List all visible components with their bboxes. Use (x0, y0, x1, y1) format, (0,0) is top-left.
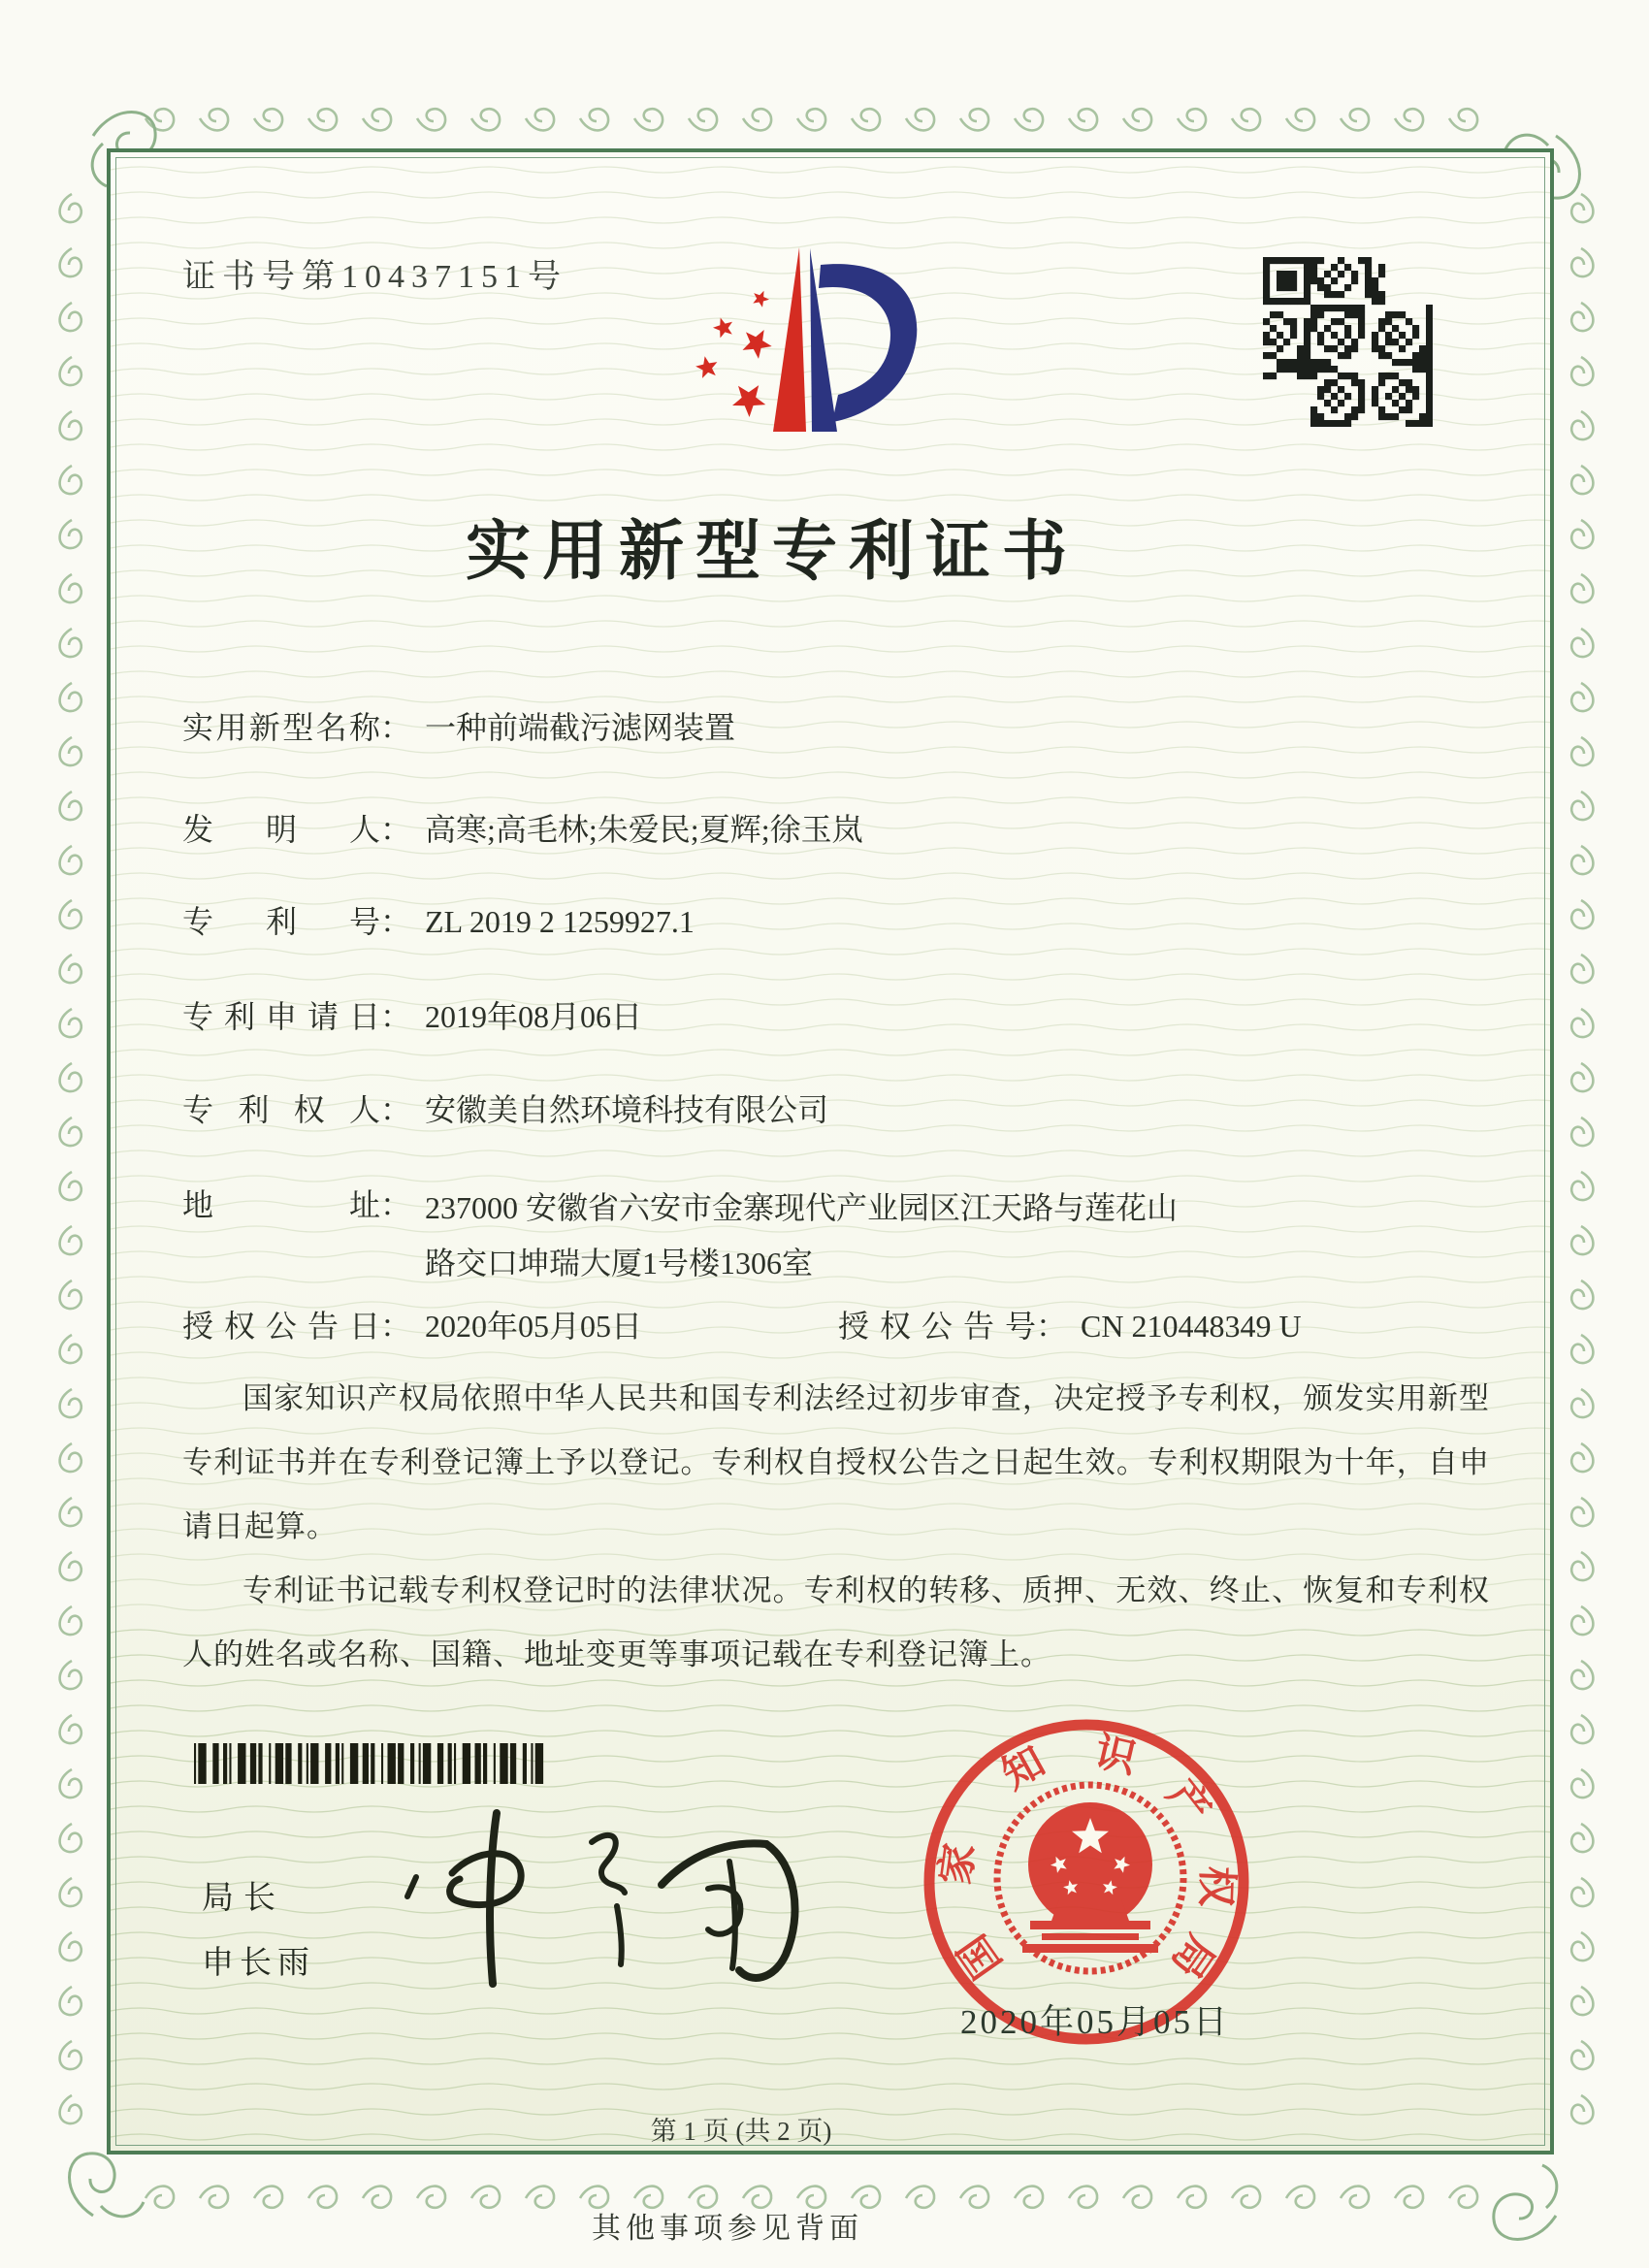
page-number: 第 1 页 (共 2 页) (650, 2117, 832, 2146)
field-value: 安徽美自然环境科技有限公司 (425, 1092, 829, 1127)
field-value: 一种前端截污滤网装置 (425, 710, 736, 745)
field-grant-date: 授权公告日： 2020年05月05日 授权公告号： CN 210448349 U (182, 1302, 642, 1346)
field-value: 高寒;高毛林;朱爱民;夏辉;徐玉岚 (425, 812, 863, 847)
field-label: 发明人 (182, 812, 380, 847)
field-label: 专利号 (182, 904, 380, 939)
svg-text:国: 国 (951, 1926, 1011, 1986)
legal-body-text (182, 1367, 1490, 1687)
certificate-frame (107, 148, 1554, 2155)
field-label: 授权公告号 (838, 1309, 1036, 1344)
field-inventors: 发明人： 高寒;高毛林;朱爱民;夏辉;徐玉岚 (182, 805, 863, 850)
field-label: 实用新型名称 (182, 710, 380, 745)
field-filing-date: 专利申请日： 2019年08月06日 (182, 992, 642, 1037)
certificate-title: 实用新型专利证书 (466, 516, 1079, 588)
svg-text:权: 权 (1192, 1864, 1239, 1908)
back-side-note: 其他事项参见背面 (592, 2213, 863, 2245)
seal-date: 2020年05月05日 (959, 2003, 1230, 2041)
field-patent-number: 专利号： ZL 2019 2 1259927.1 (182, 897, 695, 942)
field-value: 2020年05月05日 (425, 1309, 643, 1344)
svg-text:局: 局 (1162, 1926, 1222, 1986)
field-patentee: 专利权人： 安徽美自然环境科技有限公司 (182, 1085, 828, 1130)
national-emblem-icon (997, 1785, 1183, 1971)
field-value: 2019年08月06日 (425, 999, 643, 1034)
svg-text:识: 识 (1090, 1730, 1141, 1783)
qr-code-icon (1263, 257, 1433, 427)
field-utility-model-name: 实用新型名称： 一种前端截污滤网装置 (182, 703, 735, 748)
field-label: 专利权人 (182, 1092, 380, 1127)
director-name: 申长雨 (202, 1946, 315, 1981)
field-address: 地址： 237000 安徽省六安市金寨现代产业园区江天路与莲花山 路交口坤瑞大厦1号楼1306室 (182, 1181, 1511, 1291)
field-grant-number: 授权公告号： CN 210448349 U (838, 1302, 1302, 1346)
field-label: 专利申请日 (182, 999, 380, 1034)
svg-text:产: 产 (1157, 1772, 1218, 1832)
barcode-icon (194, 1743, 547, 1784)
legal-paragraph-1: 国家知识产权局依照中华人民共和国专利法经过初步审查，决定授予专利权，颁发实用新型专利证书并在专利登记簿上予以登记。专利权自授权公告之日起生效。专利权期限为十年，自申请日起算。 (182, 1381, 1490, 1543)
field-value: ZL 2019 2 1259927.1 (425, 904, 695, 939)
field-value: 237000 安徽省六安市金寨现代产业园区江天路与莲花山 路交口坤瑞大厦1号楼1306室 (425, 1190, 1179, 1280)
director-title-label: 局长 (202, 1881, 285, 1916)
svg-text:家: 家 (933, 1840, 984, 1888)
cnipa-patent-logo-icon (615, 228, 941, 465)
legal-paragraph-2: 专利证书记载专利权登记时的法律状况。专利权的转移、质押、无效、终止、恢复和专利权人的姓名或名称、国籍、地址变更等事项记载在专利登记簿上。 (182, 1573, 1490, 1671)
handwritten-signature-shen-changyu (388, 1792, 815, 2005)
field-value: CN 210448349 U (1081, 1309, 1302, 1344)
svg-text:知: 知 (994, 1739, 1053, 1798)
field-label: 地址 (182, 1187, 380, 1222)
certificate-number: 证书号第10437151号 (182, 259, 567, 295)
field-label: 授权公告日 (182, 1309, 380, 1344)
